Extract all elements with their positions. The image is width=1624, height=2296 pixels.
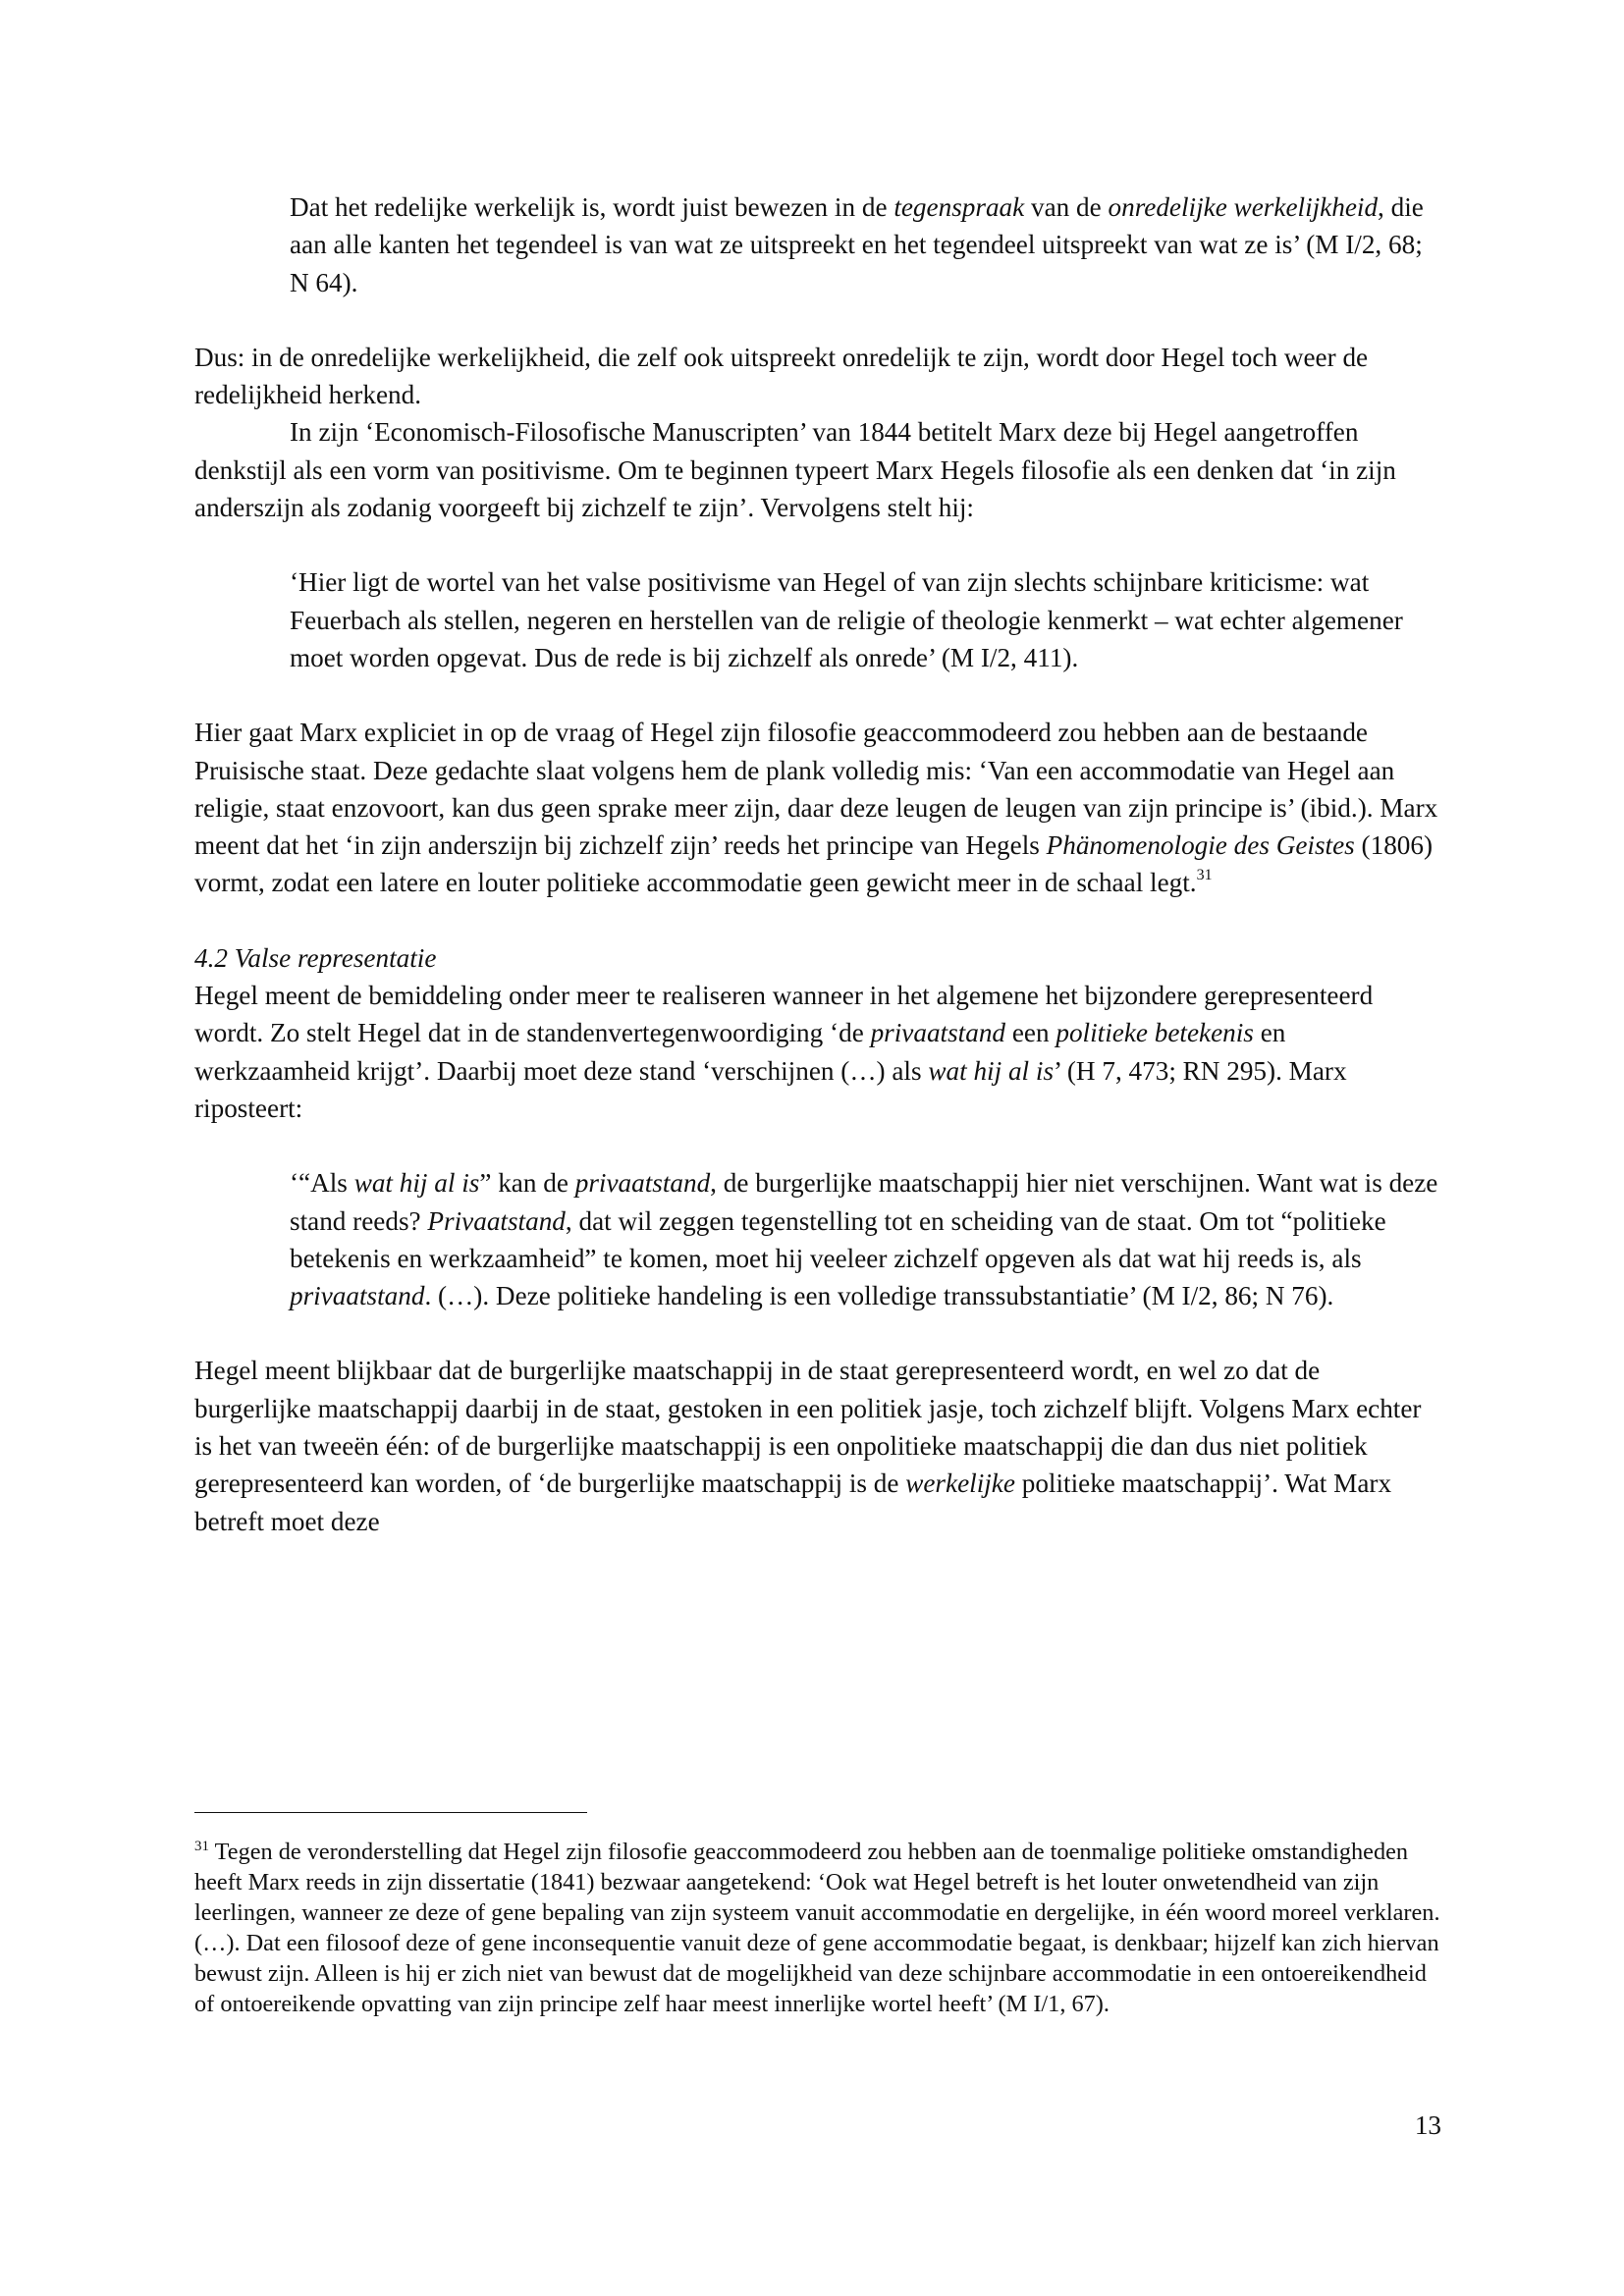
footnote-text: Tegen de veronderstelling dat Hegel zijn filosofie geaccommodeerd zou hebben aan de toenmalige politieke omstandigheden heeft Marx reeds in zijn dissertatie (1841) bezwaar aangetekend: ‘Ook wat Hegel betreft is het louter onwetendheid van zijn leerlingen, wanneer ze deze of gene bepaling van zijn systeem vanuit accommodatie en dergelijke, in één woord moreel verklaren. (…). Dat een filosoof deze of gene inconsequentie vanuit deze of gene accommodatie begaat, is denkbaar; hijzelf kan zich hiervan bewust zijn. Alleen is hij er zich niet van bewust dat de mogelijkheid van deze schijnbare accommodatie in een ontoereikendheid of ontoereikende opvatting van zijn principe zelf haar meest innerlijke wortel heeft’ (M I/1, 67). <box>194 1839 1440 2017</box>
block-quote-3 <box>290 1164 1441 1314</box>
text-span: . (…). Deze politieke handeling is een volledige transsubstantiatie’ (M I/2, 86; N 76). <box>424 1281 1334 1311</box>
block-quote-2: ‘Hier ligt de wortel van het valse positivisme van Hegel of van zijn slechts schijnbare kriticisme: wat Feuerbach als stellen, negeren en herstellen van de religie of theologie kenmerkt – wat echter algemener moet worden opgevat. Dus de rede is bij zichzelf als onrede’ (M I/2, 411). <box>290 567 1403 672</box>
paragraph-gap <box>194 526 1441 563</box>
italic-span: tegenspraak <box>893 192 1025 222</box>
paragraph-gap <box>194 1314 1441 1352</box>
text-span: ’ (H 7, 473; RN 295). Marx riposteert: <box>194 1055 1347 1123</box>
italic-span: onredelijke werkelijkheid <box>1108 192 1379 222</box>
footnote-mark: 31 <box>194 1839 209 1854</box>
text-span: , de burgerlijke maatschappij hier niet verschijnen. Want wat is deze stand reeds? <box>290 1168 1438 1236</box>
italic-span: privaatstand <box>290 1281 425 1311</box>
footnotes <box>194 1838 1441 2019</box>
italic-span: Phänomenologie des Geistes <box>1046 830 1355 861</box>
paragraph-6 <box>194 977 1441 1127</box>
text-span: , die aan alle kanten het tegendeel is van wat ze uitspreekt en het tegendeel uitspreekt van wat ze is’ (M I/2, 68; N 64). <box>290 192 1424 297</box>
text-span: Hegel meent blijkbaar dat de burgerlijke maatschappij in de staat gerepresenteerd wordt, en wel zo dat de burgerlijke maatschappij daarbij in de staat, gestoken in een politiek jasje, toch zichzelf blijft. Volgens Marx echter is het van tweeën één: of de burgerlijke maatschappij is een onpolitieke maatschappij die dan dus niet politiek gerepresenteerd kan worden, of ‘de burgerlijke maatschappij is de <box>194 1356 1422 1499</box>
text-span: Dat het redelijke werkelijk is, wordt juist bewezen in de <box>290 192 894 222</box>
paragraph-gap <box>194 902 1441 939</box>
paragraph-5 <box>194 714 1441 901</box>
paragraph-2: Dus: in de onredelijke werkelijkheid, die zelf ook uitspreekt onredelijk te zijn, wordt door Hegel toch weer de redelijkheid herkend. <box>194 342 1369 410</box>
text-span: Hier gaat Marx expliciet in op de vraag of Hegel zijn filosofie geaccommodeerd zou hebben aan de bestaande Pruisische staat. Deze gedachte slaat volgens hem de plank volledig mis: ‘Van een accommodatie van Hegel aan religie, staat enzovoort, kan dus geen sprake meer zijn, daar deze leugen de leugen van zijn principe is’ (ibid.). Marx meent dat het ‘in zijn anderszijn bij zichzelf zijn’ reeds het principe van Hegels <box>194 718 1438 861</box>
italic-span: wat hij al is <box>928 1055 1055 1086</box>
paragraph-8 <box>194 1352 1441 1539</box>
text-span: ” kan de <box>479 1168 575 1199</box>
page-number: 13 <box>1414 2110 1441 2140</box>
italic-span: wat hij al is <box>353 1168 480 1199</box>
text-span: (1806) vormt, zodat een latere en louter politieke accommodatie geen gewicht meer in de schaal legt. <box>194 830 1434 898</box>
text-span: ‘“Als <box>290 1168 354 1199</box>
text-span: en werkzaamheid krijgt’. Daarbij moet deze stand ‘verschijnen (…) als <box>194 1018 1286 1086</box>
paragraph-gap <box>194 676 1441 714</box>
section-heading: 4.2 Valse representatie <box>194 942 437 973</box>
paragraph-gap <box>194 1127 1441 1164</box>
text-span: politieke maatschappij’. Wat Marx betreft moet deze <box>194 1468 1392 1536</box>
paragraph-3: In zijn ‘Economisch-Filosofische Manuscripten’ van 1844 betitelt Marx deze bij Hegel aangetroffen denkstijl als een vorm van positivisme. Om te beginnen typeert Marx Hegels filosofie als een denken dat ‘in zijn anderszijn als zodanig voorgeeft bij zichzelf te zijn’. Vervolgens stelt hij: <box>194 417 1396 523</box>
text-span: , dat wil zeggen tegenstelling tot en scheiding van de staat. Om tot “politieke betekenis en werkzaamheid” te komen, moet hij veeleer zichzelf opgeven als dat wat hij reeds is, als <box>290 1205 1386 1273</box>
paragraph-gap <box>194 301 1441 339</box>
block-quote-1 <box>290 188 1441 301</box>
italic-span: politieke betekenis <box>1056 1018 1254 1048</box>
text-span: Hegel meent de bemiddeling onder meer te realiseren wanneer in het algemene het bijzondere gerepresenteerd wordt. Zo stelt Hegel dat in de standenvertegenwoordiging ‘de <box>194 981 1374 1048</box>
italic-span: Privaatstand <box>427 1205 566 1236</box>
text-span: een <box>1005 1018 1056 1048</box>
footnote-reference[interactable]: 31 <box>1196 867 1213 884</box>
text-span: van de <box>1024 192 1109 222</box>
footnote-separator <box>194 1812 587 1813</box>
italic-span: werkelijke <box>905 1468 1015 1499</box>
footnote-31 <box>194 1838 1441 2019</box>
italic-span: privaatstand <box>870 1018 1006 1048</box>
italic-span: privaatstand <box>574 1168 711 1199</box>
page-body <box>194 188 1441 1540</box>
